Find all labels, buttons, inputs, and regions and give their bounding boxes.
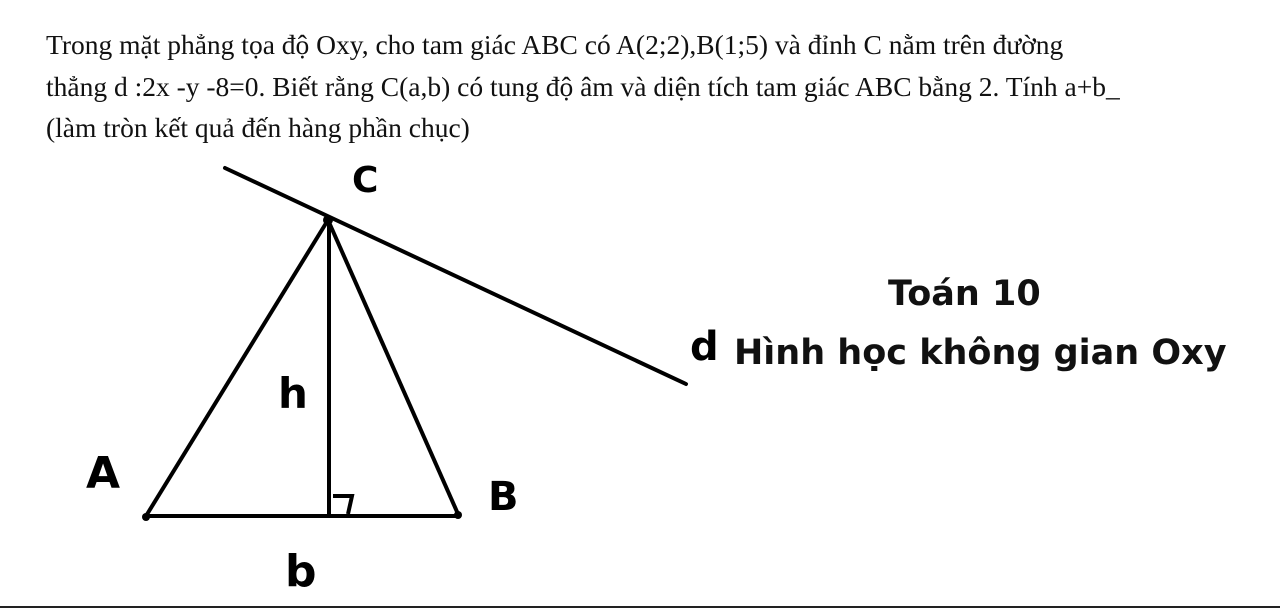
point-a	[142, 513, 150, 521]
problem-line-1: Trong mặt phẳng tọa độ Oxy, cho tam giác ABC có A(2;2),B(1;5) và đỉnh C nằm trên đường	[46, 29, 1064, 60]
side-cb	[328, 220, 458, 514]
right-angle-mark	[333, 496, 352, 514]
course-title: Toán 10	[888, 274, 1041, 314]
topic-title: Hình học không gian Oxy	[734, 333, 1227, 373]
label-a: A	[86, 448, 121, 499]
label-h: h	[278, 369, 308, 418]
point-b	[454, 511, 462, 519]
point-c	[323, 215, 333, 225]
problem-line-2: thẳng d :2x -y -8=0. Biết rằng C(a,b) có tung độ âm và diện tích tam giác ABC bằng 2. Tính a+b_	[46, 70, 1120, 102]
bottom-divider	[0, 606, 1280, 608]
label-b-base: b	[285, 546, 317, 597]
label-b: B	[488, 474, 519, 520]
label-c: C	[352, 160, 379, 201]
problem-line-3: (làm tròn kết quả đến hàng phần chục)	[46, 112, 470, 143]
side-ca	[146, 220, 328, 516]
label-d: d	[690, 324, 719, 370]
